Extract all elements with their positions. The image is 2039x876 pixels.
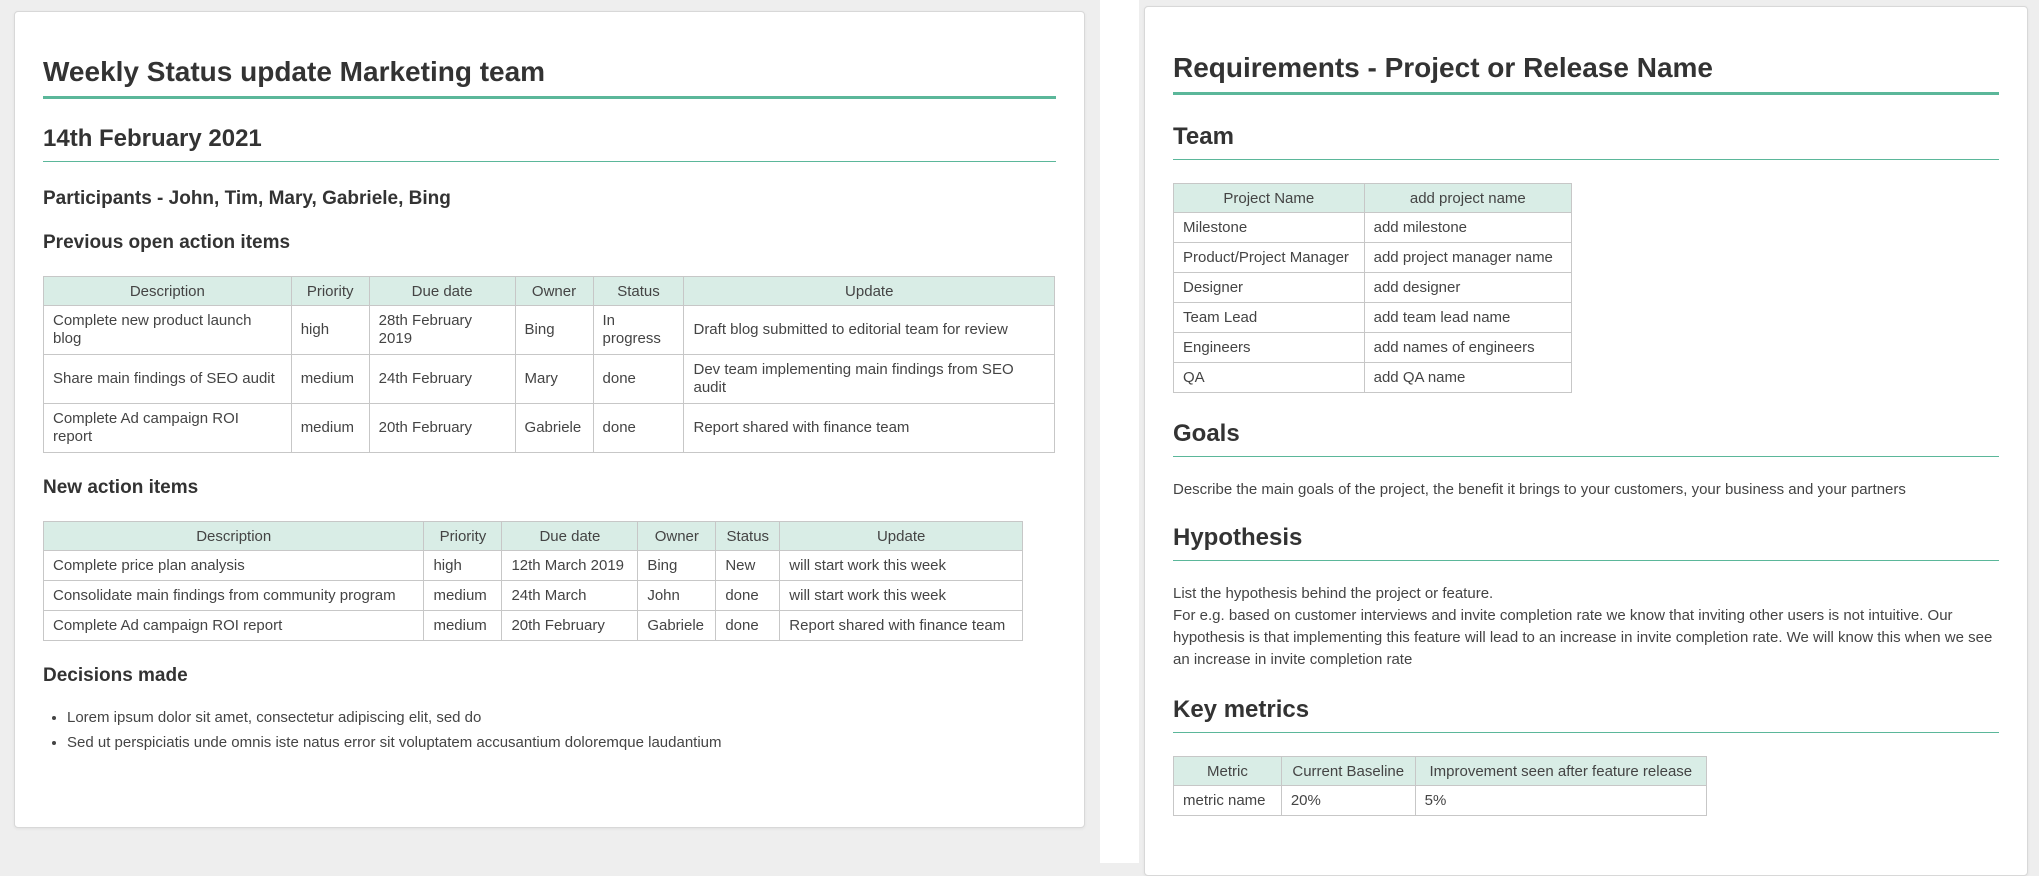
column-header: Priority [424,522,502,551]
table-cell: New [716,551,780,581]
weekly-status-page [14,11,1085,828]
column-header: Metric [1174,757,1282,786]
column-header: Owner [638,522,716,551]
table-cell: Complete new product launch blog [44,306,292,355]
table-cell: Mary [515,355,593,404]
requirements-page [1144,6,2028,876]
table-row [1174,333,1572,363]
table-cell: add milestone [1364,213,1571,243]
table-cell: Bing [515,306,593,355]
table-cell: medium [291,404,369,453]
table-cell: Complete Ad campaign ROI report [44,611,424,641]
table-cell: done [716,581,780,611]
table-cell: Dev team implementing main findings from SEO audit [684,355,1055,404]
team-heading: Team [1173,123,1999,160]
table-cell: Engineers [1174,333,1365,363]
table-row [1174,786,1707,816]
table-row [1174,273,1572,303]
new-items-table [43,521,1023,641]
column-header: Update [684,277,1055,306]
table-cell: Bing [638,551,716,581]
hypothesis-example: For e.g. based on customer interviews and invite completion rate we know that inviting other users is not intuitive. Our hypothesis is that implementing this feature will lead to an increase in invite completion rate. We will know this when we see an increase in invite completion rate [1173,607,1993,668]
table-header-row [1174,184,1572,213]
column-header: add project name [1364,184,1571,213]
table-row [44,355,1055,404]
table-cell: done [593,355,684,404]
table-cell: medium [424,581,502,611]
key-metrics-heading: Key metrics [1173,696,1999,733]
table-cell: Milestone [1174,213,1365,243]
table-cell: Gabriele [638,611,716,641]
column-header: Due date [369,277,515,306]
new-items-heading: New action items [43,477,199,498]
table-cell: Share main findings of SEO audit [44,355,292,404]
participants-heading: Participants - John, Tim, Mary, Gabriele, Bing [43,188,451,209]
table-header-row [1174,757,1707,786]
column-header: Priority [291,277,369,306]
table-row [1174,303,1572,333]
table-cell: will start work this week [780,551,1023,581]
hypothesis-heading: Hypothesis [1173,524,1999,561]
table-cell: Team Lead [1174,303,1365,333]
table-row [44,404,1055,453]
table-cell: add designer [1364,273,1571,303]
column-header: Status [716,522,780,551]
table-cell: 24th February [369,355,515,404]
table-cell: Designer [1174,273,1365,303]
table-cell: medium [424,611,502,641]
table-cell: add names of engineers [1364,333,1571,363]
table-cell: Report shared with finance team [780,611,1023,641]
table-row [44,581,1023,611]
table-cell: 20% [1281,786,1415,816]
column-header: Description [44,522,424,551]
table-cell: Product/Project Manager [1174,243,1365,273]
date-heading: 14th February 2021 [43,125,1056,162]
table-cell: 28th February 2019 [369,306,515,355]
previous-items-table [43,276,1055,453]
table-cell: medium [291,355,369,404]
list-item: • Lorem ipsum dolor sit amet, consectetur adipiscing elit, sed do [67,705,1056,730]
previous-items-heading: Previous open action items [43,232,291,253]
page-title: Requirements - Project or Release Name [1173,7,1999,95]
list-item: • Sed ut perspiciatis unde omnis iste natus error sit voluptatem accusantium doloremque laudantium [67,730,1056,755]
table-cell: metric name [1174,786,1282,816]
team-table [1173,183,1572,393]
table-cell: Draft blog submitted to editorial team for review [684,306,1055,355]
table-cell: high [424,551,502,581]
table-cell: 20th February [369,404,515,453]
column-header: Description [44,277,292,306]
table-cell: add project manager name [1364,243,1571,273]
table-cell: add team lead name [1364,303,1571,333]
table-cell: add QA name [1364,363,1571,393]
table-row [44,551,1023,581]
table-cell: 12th March 2019 [502,551,638,581]
table-cell: In progress [593,306,684,355]
gap-strip [1100,0,1139,863]
table-row [1174,363,1572,393]
table-cell: Gabriele [515,404,593,453]
column-header: Improvement seen after feature release [1415,757,1706,786]
column-header: Project Name [1174,184,1365,213]
goals-heading: Goals [1173,420,1999,457]
table-cell: will start work this week [780,581,1023,611]
column-header: Current Baseline [1281,757,1415,786]
column-header: Update [780,522,1023,551]
column-header: Owner [515,277,593,306]
key-metrics-table [1173,756,1707,816]
hypothesis-intro: List the hypothesis behind the project or feature. [1173,585,1494,602]
table-cell: Report shared with finance team [684,404,1055,453]
table-cell: QA [1174,363,1365,393]
table-cell: 20th February [502,611,638,641]
table-cell: John [638,581,716,611]
table-header-row [44,522,1023,551]
table-cell: Complete Ad campaign ROI report [44,404,292,453]
decisions-list [43,705,1056,755]
table-cell: done [593,404,684,453]
table-row [1174,243,1572,273]
table-row [44,611,1023,641]
table-row [44,306,1055,355]
table-header-row [44,277,1055,306]
goals-text: Describe the main goals of the project, the benefit it brings to your customers, your business and your partners [1173,481,1906,498]
column-header: Status [593,277,684,306]
table-row [1174,213,1572,243]
column-header: Due date [502,522,638,551]
table-cell: Consolidate main findings from community program [44,581,424,611]
table-cell: 24th March [502,581,638,611]
table-cell: Complete price plan analysis [44,551,424,581]
table-cell: done [716,611,780,641]
table-cell: high [291,306,369,355]
decisions-heading: Decisions made [43,665,188,686]
page-title: Weekly Status update Marketing team [43,12,1056,99]
table-cell: 5% [1415,786,1706,816]
